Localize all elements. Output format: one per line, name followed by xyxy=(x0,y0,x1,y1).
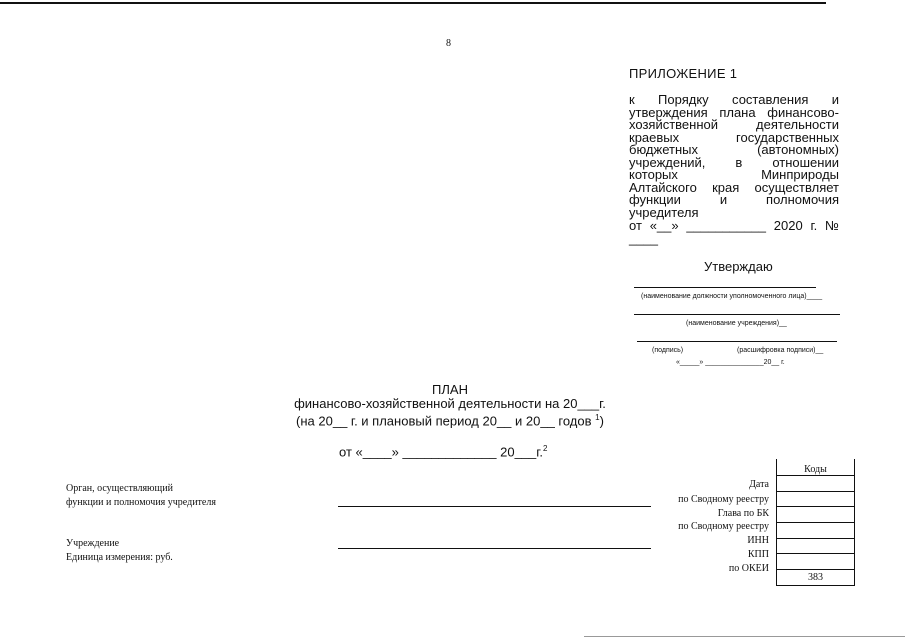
codes-table xyxy=(776,459,855,586)
founder-fill-line xyxy=(338,506,651,507)
appendix-line: хозяйственной деятельности xyxy=(629,117,839,132)
institution-fill-line xyxy=(338,548,651,549)
approval-official-caption: (наименование должности уполномоченного лица)____ xyxy=(641,293,823,300)
appendix-line: утверждения плана финансово- xyxy=(629,104,839,120)
appendix-number-blank: ____ xyxy=(629,230,658,246)
approval-institution-caption: (наименование учреждения)__ xyxy=(686,320,787,327)
plan-date-footnote: 2 xyxy=(543,444,548,453)
approval-official-line xyxy=(634,287,816,288)
appendix-title: ПРИЛОЖЕНИЕ 1 xyxy=(629,66,738,81)
approval-signature-caption: (подпись) xyxy=(652,347,684,354)
plan-period-line xyxy=(200,411,700,428)
unit-label: Единица измерения: руб. xyxy=(66,552,173,563)
plan-period-footnote: 1 xyxy=(595,413,600,422)
appendix-line: Алтайского края осуществляет xyxy=(629,179,839,195)
code-label-okei: по ОКЕИ xyxy=(728,563,769,574)
page-number: 8 xyxy=(446,38,451,49)
code-cell-registry-2[interactable] xyxy=(777,523,855,539)
institution-label: Учреждение xyxy=(66,538,120,549)
code-label-registry-1: по Сводному реестру xyxy=(678,494,769,505)
plan-date: от «____» _____________ 20___г. xyxy=(339,444,544,460)
plan-heading: ПЛАН xyxy=(432,382,468,397)
code-cell-kpp[interactable] xyxy=(777,554,855,570)
appendix-line: краевых государственных xyxy=(629,129,839,145)
code-label-kpp: КПП xyxy=(747,549,769,560)
appendix-date-line: от «__» ___________ 2020 г. № xyxy=(629,218,839,233)
approval-date-line: «_____» _______________20__ г. xyxy=(676,359,785,366)
plan-title xyxy=(200,383,700,428)
code-label-inn: ИНН xyxy=(747,535,769,546)
code-label-date: Дата xyxy=(749,479,769,490)
code-cell-okei[interactable]: 383 xyxy=(777,570,855,586)
approval-title: Утверждаю xyxy=(704,259,773,274)
code-cell-inn[interactable] xyxy=(777,538,855,554)
code-cell-date[interactable] xyxy=(777,476,855,492)
appendix-line: учреждений, в отношении xyxy=(629,154,839,170)
approval-decoding-caption: (расшифровка подписи)__ xyxy=(737,347,824,354)
approval-institution-line xyxy=(634,314,840,315)
plan-subtitle: финансово-хозяйственной деятельности на 20___г. xyxy=(294,396,606,411)
codes-header-cell: Коды xyxy=(777,459,855,476)
plan-date-line xyxy=(339,444,547,459)
approval-signature-line xyxy=(637,341,837,342)
top-border-line xyxy=(0,2,826,4)
bottom-border-line xyxy=(584,636,905,637)
appendix-line: учредителя xyxy=(629,204,699,220)
appendix-body xyxy=(629,94,839,245)
appendix-line: которых Минприроды xyxy=(629,167,839,182)
appendix-line: функции и полномочия xyxy=(629,192,839,207)
appendix-line: к Порядку составления и xyxy=(629,92,839,107)
code-label-budget-head: Глава по БК xyxy=(717,508,769,519)
plan-period: (на 20__ г. и плановый период 20__ и 20__ годов xyxy=(296,413,596,429)
founder-label-line1: Орган, осуществляющий xyxy=(66,483,173,494)
code-label-registry-2: по Сводному реестру xyxy=(678,521,769,532)
plan-period-close: ) xyxy=(599,413,604,429)
code-cell-registry-1[interactable] xyxy=(777,491,855,507)
founder-label-line2: функции и полномочия учредителя xyxy=(66,497,216,508)
appendix-line: бюджетных (автономных) xyxy=(629,142,839,157)
code-cell-budget-head[interactable] xyxy=(777,507,855,523)
